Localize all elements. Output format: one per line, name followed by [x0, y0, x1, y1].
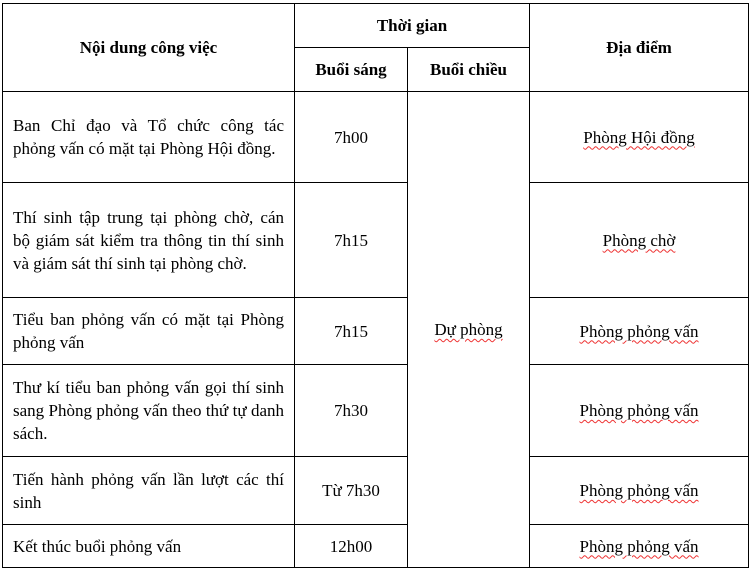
header-task: Nội dung công việc	[3, 4, 295, 92]
header-location: Địa điểm	[530, 4, 749, 92]
location-cell: Phòng phỏng vấn	[530, 457, 749, 525]
interview-schedule-table	[2, 3, 749, 568]
task-cell: Ban Chỉ đạo và Tổ chức công tác phỏng vấn có mặt tại Phòng Hội đồng.	[3, 92, 295, 183]
afternoon-standby-cell: Dự phòng	[408, 92, 530, 568]
morning-time-cell: 7h30	[295, 365, 408, 457]
morning-time-cell: 7h00	[295, 92, 408, 183]
morning-time-cell: 7h15	[295, 298, 408, 365]
task-cell: Tiểu ban phỏng vấn có mặt tại Phòng phỏng vấn	[3, 298, 295, 365]
task-cell: Thí sinh tập trung tại phòng chờ, cán bộ giám sát kiểm tra thông tin thí sinh và giám sát thí sinh tại phòng chờ.	[3, 183, 295, 298]
location-cell: Phòng phỏng vấn	[530, 365, 749, 457]
morning-time-cell: 7h15	[295, 183, 408, 298]
location-cell: Phòng chờ	[530, 183, 749, 298]
table-row	[3, 457, 749, 525]
task-cell: Kết thúc buổi phỏng vấn	[3, 525, 295, 568]
task-cell: Tiến hành phỏng vấn lần lượt các thí sinh	[3, 457, 295, 525]
header-afternoon: Buổi chiều	[408, 48, 530, 92]
table-row	[3, 92, 749, 183]
location-cell: Phòng phỏng vấn	[530, 298, 749, 365]
schedule-sheet	[2, 3, 749, 568]
header-row-1	[3, 4, 749, 48]
location-cell: Phòng phỏng vấn	[530, 525, 749, 568]
morning-time-cell: 12h00	[295, 525, 408, 568]
header-morning: Buổi sáng	[295, 48, 408, 92]
location-cell: Phòng Hội đồng	[530, 92, 749, 183]
table-row	[3, 183, 749, 298]
header-time: Thời gian	[295, 4, 530, 48]
table-row	[3, 365, 749, 457]
morning-time-cell: Từ 7h30	[295, 457, 408, 525]
table-row	[3, 525, 749, 568]
table-row	[3, 298, 749, 365]
task-cell: Thư kí tiểu ban phỏng vấn gọi thí sinh sang Phòng phỏng vấn theo thứ tự danh sách.	[3, 365, 295, 457]
